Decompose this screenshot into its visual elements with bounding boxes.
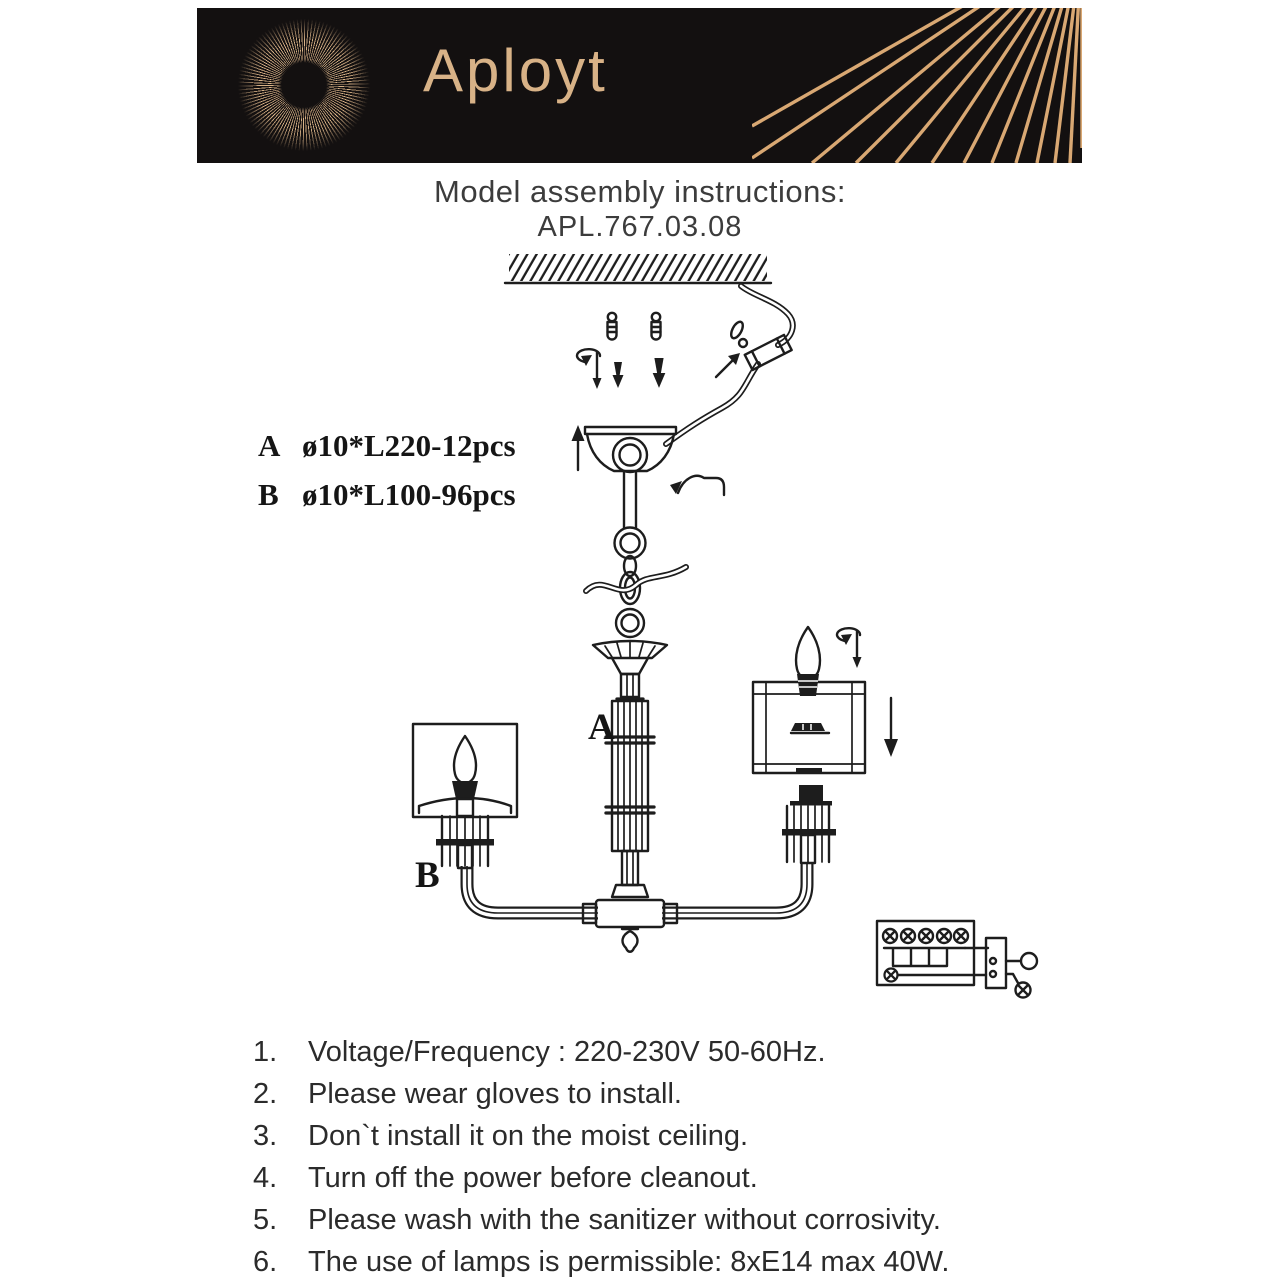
instruction-item bbox=[253, 1199, 1083, 1241]
part-spec: ø10*L220-12pcs bbox=[302, 428, 516, 463]
wall-anchor-icon bbox=[608, 313, 661, 340]
instruction-number: 6. bbox=[253, 1246, 278, 1278]
instruction-number: 4. bbox=[253, 1162, 278, 1194]
instruction-item bbox=[253, 1073, 1083, 1115]
ring-symbol bbox=[1021, 953, 1037, 969]
screw-icon bbox=[613, 358, 666, 388]
instruction-number: 1. bbox=[253, 1036, 278, 1068]
instruction-text: Don`t install it on the moist ceiling. bbox=[308, 1120, 749, 1152]
bulb-base bbox=[797, 674, 819, 696]
right-arm-assembly bbox=[753, 627, 898, 863]
candle-bulb bbox=[796, 627, 820, 679]
instruction-text: Turn off the power before cleanout. bbox=[308, 1162, 758, 1194]
instruction-item bbox=[253, 1241, 1083, 1283]
arrow-up-right-icon bbox=[716, 353, 740, 377]
up-arrow-icon bbox=[572, 425, 585, 470]
instruction-text: Voltage/Frequency : 220-230V 50-60Hz. bbox=[308, 1036, 826, 1068]
instructions-title: Model assembly instructions: bbox=[434, 174, 846, 209]
instruction-text: Please wear gloves to install. bbox=[308, 1078, 682, 1110]
instruction-text: The use of lamps is permissible: 8xE14 max 40W. bbox=[308, 1246, 950, 1278]
model-number: APL.767.03.08 bbox=[537, 211, 743, 243]
instruction-number: 5. bbox=[253, 1204, 278, 1236]
rotate-icon bbox=[837, 628, 861, 668]
terminal-block-diagram bbox=[877, 921, 1037, 998]
ceiling-hatch bbox=[505, 254, 771, 283]
instruction-text: Please wash with the sanitizer without corrosivity. bbox=[308, 1204, 941, 1236]
socket-cap bbox=[799, 785, 823, 802]
top-plate bbox=[593, 641, 667, 699]
instruction-item bbox=[253, 1157, 1083, 1199]
diagram-label-a: A bbox=[588, 707, 615, 748]
part-spec: ø10*L100-96pcs bbox=[302, 477, 516, 512]
part-id: A bbox=[258, 428, 281, 463]
down-arrow-icon bbox=[884, 698, 898, 757]
instructions-list bbox=[253, 1031, 1083, 1283]
diagram-label-b: B bbox=[415, 855, 440, 896]
finial bbox=[623, 931, 638, 952]
lamp-symbol bbox=[1016, 983, 1031, 998]
candle-bulb bbox=[454, 736, 476, 783]
instruction-number: 2. bbox=[253, 1078, 278, 1110]
instruction-number: 3. bbox=[253, 1120, 278, 1152]
brand-name: Aployt bbox=[423, 37, 608, 104]
rotate-icon bbox=[577, 349, 601, 389]
instruction-item bbox=[253, 1115, 1083, 1157]
hanging-chain bbox=[586, 528, 686, 638]
part-id: B bbox=[258, 477, 279, 512]
hook-icon bbox=[670, 476, 724, 495]
bulb-socket bbox=[452, 781, 478, 799]
ceiling-canopy bbox=[585, 427, 676, 528]
instruction-item bbox=[253, 1031, 1083, 1073]
left-arm-assembly bbox=[413, 724, 517, 868]
center-hub bbox=[583, 900, 677, 952]
